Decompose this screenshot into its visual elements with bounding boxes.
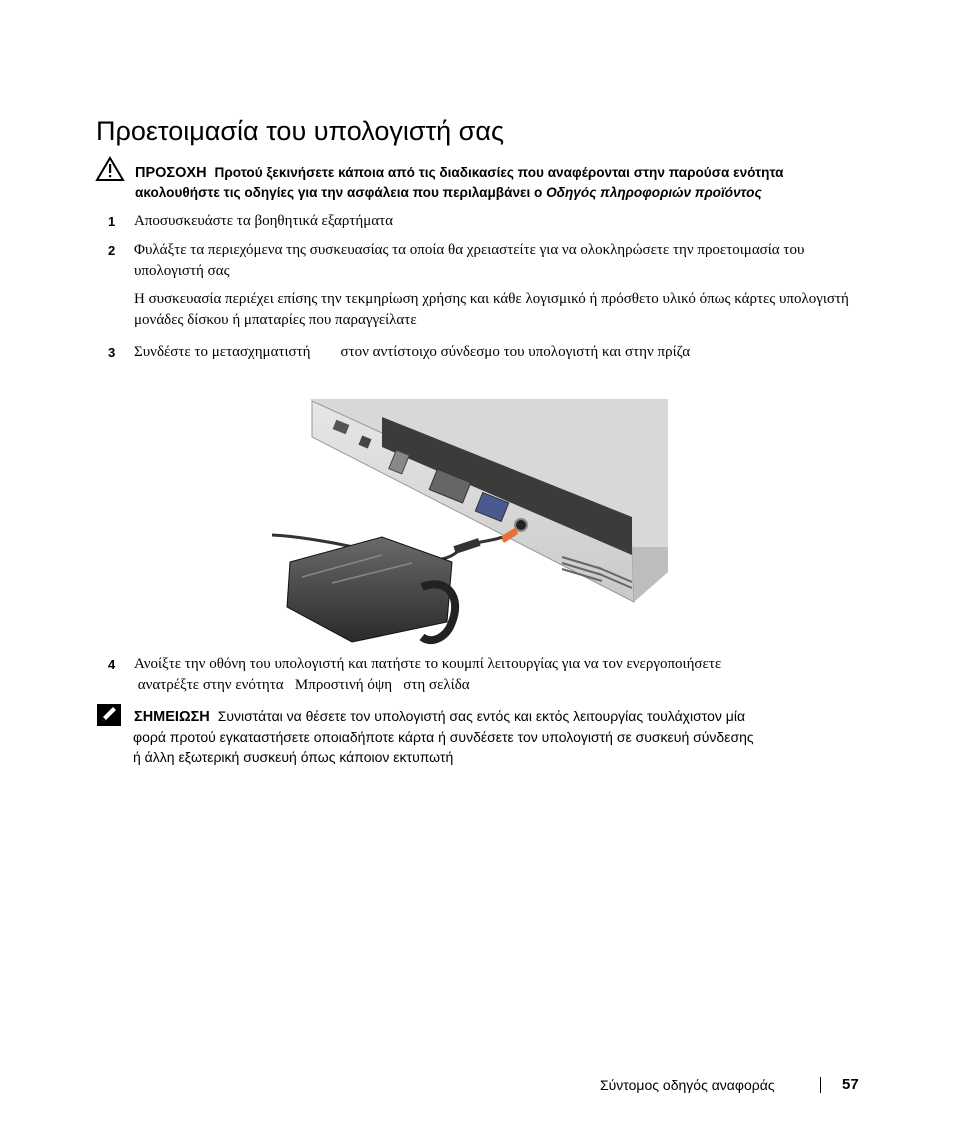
step-number-3: 3 bbox=[108, 345, 116, 360]
step-text-2: Φυλάξτε τα περιεχόμενα της συσκευασίας τα οποία θα χρειαστείτε για να ολοκληρώσετε την προετοιμασία του υπολογιστή σας bbox=[134, 242, 805, 279]
caution-text-line1: Προτού ξεκινήσετε κάποια από τις διαδικασίες που αναφέρονται στην παρούσα ενότητα bbox=[214, 165, 784, 180]
note-line3: ή άλλη εξωτερική συσκευή όπως κάποιον εκτυπωτή bbox=[133, 749, 454, 765]
caution-notice bbox=[135, 163, 865, 203]
step-2-extra: Η συσκευασία περιέχει επίσης την τεκμηρίωση χρήσης και κάθε λογισμικό ή πρόσθετο υλικό όπως κάρτες υπολογιστή μονάδες δίσκου ή μπαταρίες που παραγγείλατε bbox=[134, 291, 849, 328]
ac-adapter-connection-illustration bbox=[272, 397, 668, 647]
step-4-line2: ανατρέξτε στην ενότητα Μπροστινή όψη στη σελίδα bbox=[134, 677, 470, 693]
caution-triangle-icon bbox=[95, 156, 125, 182]
note-line2: φορά προτού εγκαταστήσετε οποιαδήποτε κάρτα ή συνδέσετε τον υπολογιστή σε συσκευή σύνδεσης bbox=[133, 729, 754, 745]
step-text-4: Ανοίξτε την οθόνη του υπολογιστή και πατήστε το κουμπί λειτουργίας για να τον ενεργοποιήσετε bbox=[134, 656, 722, 672]
note-label: ΣΗΜΕΙΩΣΗ bbox=[134, 709, 210, 725]
footer-guide-title: Σύντομος οδηγός αναφοράς bbox=[600, 1077, 775, 1093]
step-number-1: 1 bbox=[108, 214, 116, 229]
caution-text-line2: ακολουθήστε τις οδηγίες για την ασφάλεια που περιλαμβάνει ο bbox=[135, 185, 547, 200]
step-text-3: Συνδέστε το μετασχηματιστή στον αντίστοιχο σύνδεσμο του υπολογιστή και στην πρίζα bbox=[134, 344, 691, 360]
note-block bbox=[134, 706, 846, 767]
step-number-2: 2 bbox=[108, 243, 116, 258]
page-number: 57 bbox=[842, 1076, 859, 1093]
step-number-4: 4 bbox=[108, 657, 116, 672]
page-title: Προετοιμασία του υπολογιστή σας bbox=[96, 116, 504, 146]
step-text-1: Αποσυσκευάστε τα βοηθητικά εξαρτήματα bbox=[134, 213, 393, 229]
caution-label: ΠΡΟΣΟΧΗ bbox=[135, 165, 207, 181]
note-line1: Συνιστάται να θέσετε τον υπολογιστή σας εντός και εκτός λειτουργίας τουλάχιστον μία bbox=[217, 708, 746, 724]
caution-product-guide: Οδηγός πληροφοριών προϊόντος bbox=[546, 185, 762, 200]
footer-separator bbox=[820, 1077, 821, 1093]
note-pencil-icon bbox=[97, 704, 121, 726]
